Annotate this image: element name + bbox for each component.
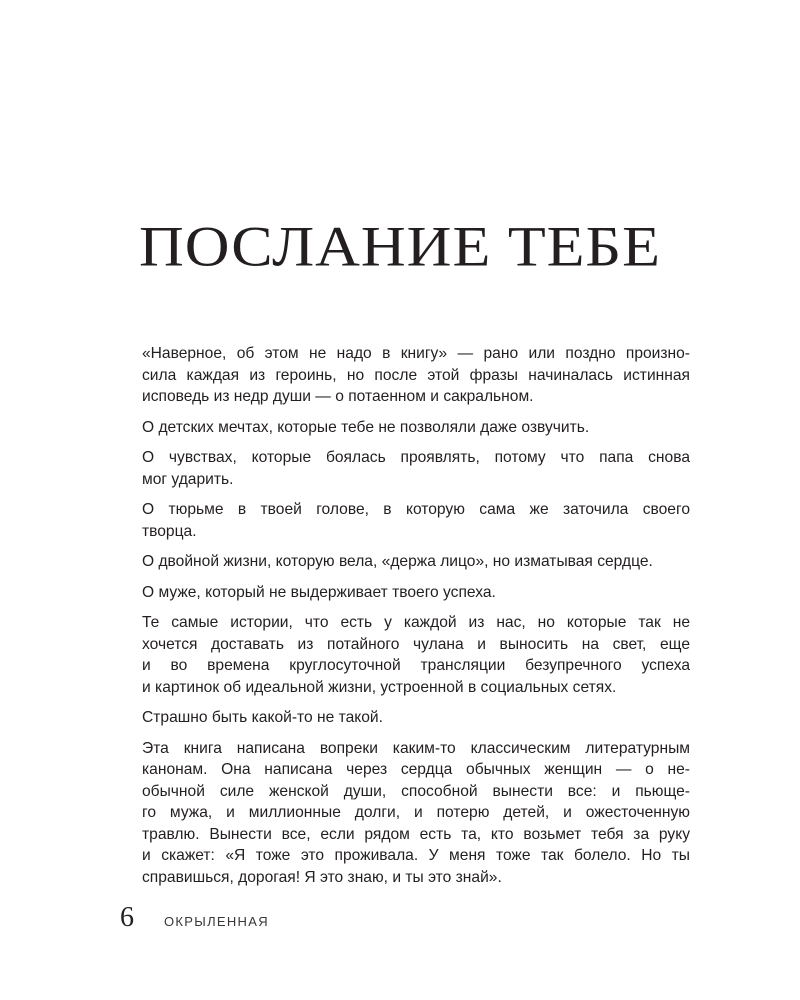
- paragraph: [142, 612, 690, 698]
- text-line: О муже, который не выдерживает твоего успеха.: [142, 583, 496, 601]
- text-line: мог ударить.: [142, 470, 234, 488]
- paragraph: [142, 707, 690, 729]
- text-line: Эта книга написана вопреки каким-то классическим литературным: [142, 739, 690, 757]
- page-footer: [120, 903, 269, 933]
- text-line: и картинок об идеальной жизни, устроенной в социальных сетях.: [142, 678, 617, 696]
- running-head: ОКРЫЛЕННАЯ: [164, 914, 269, 929]
- text-line: травлю. Вынести все, если рядом есть та, кто возьмет тебя за руку: [142, 825, 690, 843]
- text-line: О тюрьме в твоей голове, в которую сама же заточила своего: [142, 501, 690, 518]
- paragraph: [142, 499, 690, 542]
- paragraph: [142, 582, 690, 604]
- text-line: хочется доставать из потайного чулана и выносить на свет, еще: [142, 635, 690, 653]
- text-line: обычной силе женской души, способной вынести все: и пьюще-: [142, 782, 690, 800]
- text-line: О чувствах, которые боялась проявлять, потому что папа снова: [142, 449, 690, 466]
- text-line: и во времена круглосуточной трансляции безупречного успеха: [142, 657, 690, 674]
- text-line: «Наверное, об этом не надо в книгу» — рано или поздно произно-: [142, 345, 690, 362]
- text-line: сила каждая из героинь, но после этой фразы начиналась истинная: [142, 366, 690, 384]
- paragraph: [142, 447, 690, 490]
- text-line: О детских мечтах, которые тебе не позволяли даже озвучить.: [142, 418, 590, 436]
- page-number: 6: [120, 902, 134, 933]
- text-line: творца.: [142, 522, 197, 540]
- body-text: [142, 343, 690, 897]
- paragraph: [142, 343, 690, 408]
- paragraph: [142, 738, 690, 889]
- paragraph: [142, 417, 690, 439]
- text-line: Страшно быть какой-то не такой.: [142, 709, 383, 726]
- text-line: Те самые истории, что есть у каждой из нас, но которые так не: [142, 614, 690, 631]
- text-line: исповедь из недр души — о потаенном и сакральном.: [142, 388, 534, 405]
- paragraph: [142, 551, 690, 573]
- text-line: го мужа, и миллионные долги, и потерю детей, и ожесточенную: [142, 804, 690, 821]
- text-line: канонам. Она написана через сердца обычных женщин — о не-: [142, 761, 690, 778]
- text-line: О двойной жизни, которую вела, «держа лицо», но изматывая сердце.: [142, 553, 653, 570]
- text-line: справишься, дорогая! Я это знаю, и ты это знай».: [142, 868, 502, 886]
- page-title: ПОСЛАНИЕ ТЕБЕ: [138, 215, 662, 279]
- text-line: и скажет: «Я тоже это проживала. У меня тоже так болело. Но ты: [142, 847, 690, 864]
